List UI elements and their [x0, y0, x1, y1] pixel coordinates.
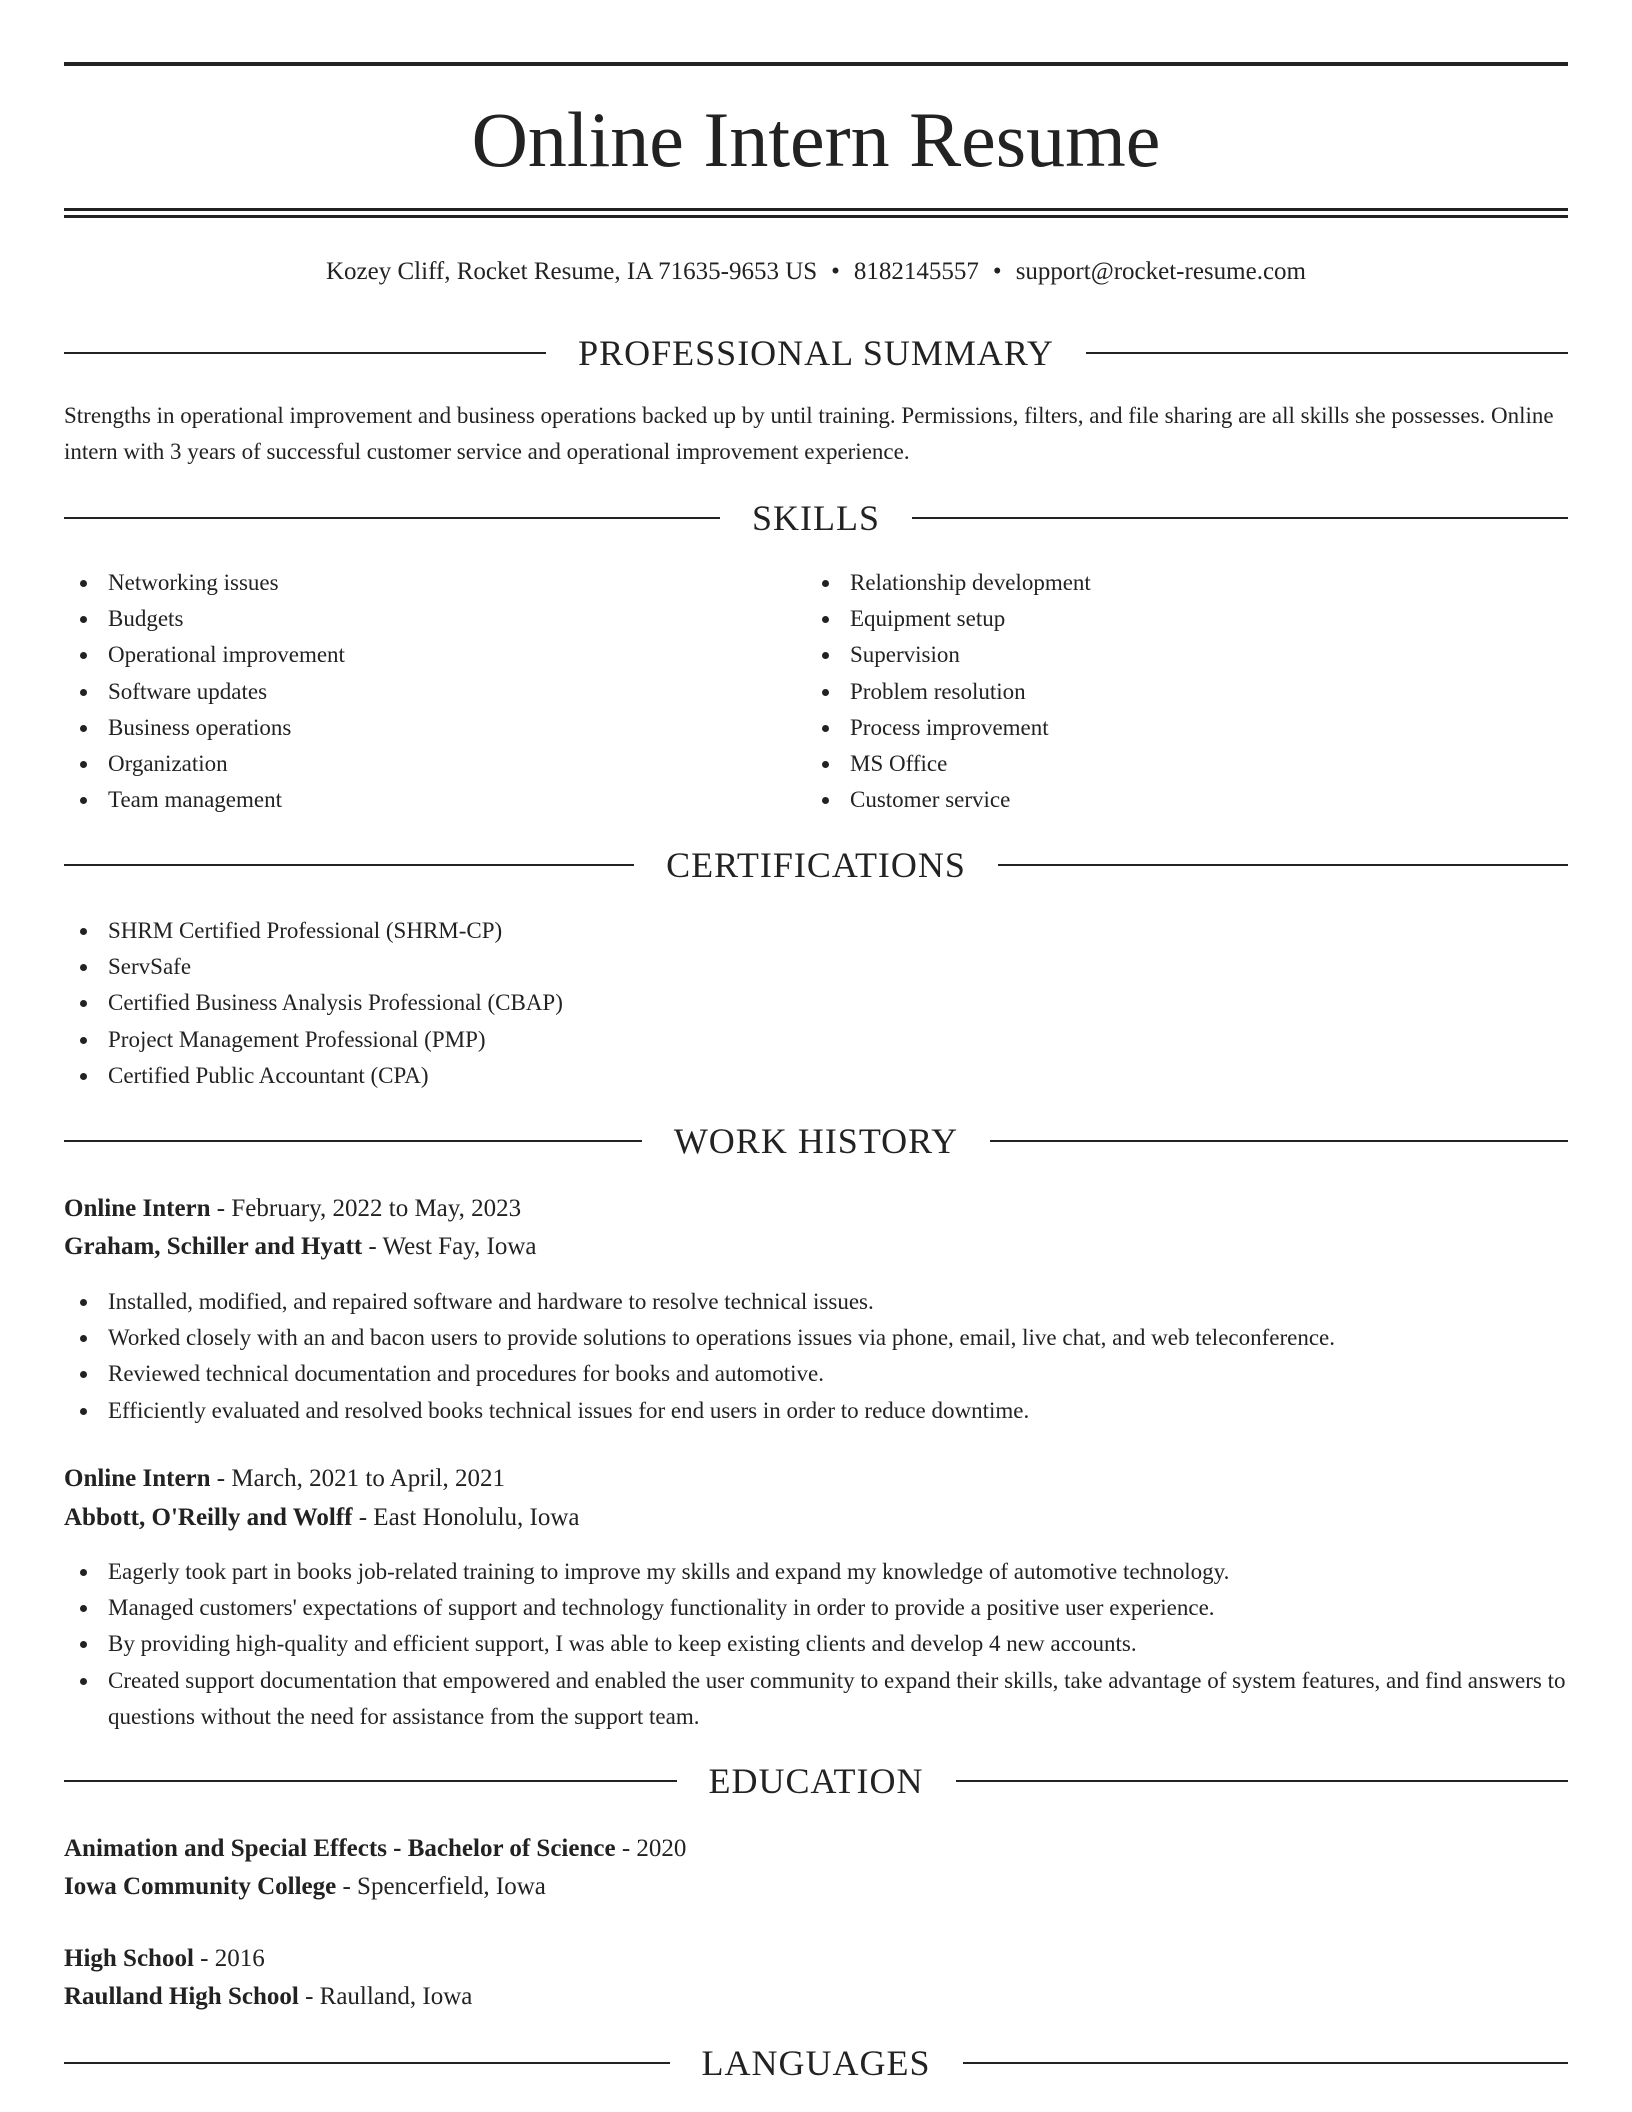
skill-item: Budgets — [64, 601, 804, 637]
section-heading-skills — [64, 495, 1568, 541]
heading-rule — [64, 1140, 642, 1142]
job-company-line — [64, 1499, 1568, 1537]
section-title: SKILLS — [752, 498, 881, 538]
certification-item: Project Management Professional (PMP) — [64, 1022, 1568, 1058]
job-title-line — [64, 1190, 1568, 1228]
title-double-rule — [64, 208, 1568, 218]
heading-rule — [998, 864, 1568, 866]
heading-rule — [990, 1140, 1568, 1142]
skill-item: Organization — [64, 746, 804, 782]
skill-item: Networking issues — [64, 565, 804, 601]
heading-rule — [956, 1780, 1569, 1782]
heading-rule — [64, 864, 634, 866]
heading-rule — [64, 517, 720, 519]
contact-phone: 8182145557 — [853, 258, 979, 285]
section-title: LANGUAGES — [701, 2043, 931, 2083]
section-heading-languages — [64, 2040, 1568, 2086]
education-location: - Raulland, Iowa — [298, 1983, 473, 2010]
education-degree-line — [64, 1830, 1568, 1868]
certification-item: Certified Business Analysis Professional (CBAP) — [64, 985, 1568, 1021]
skill-item: Software updates — [64, 674, 804, 710]
job-duty-item: By providing high-quality and efficient support, I was able to keep existing clients and develop 4 new accounts. — [64, 1626, 1568, 1662]
job-duty-item: Managed customers' expectations of support and technology functionality in order to provide a positive user experience. — [64, 1590, 1568, 1626]
heading-rule — [912, 517, 1568, 519]
skill-item: Problem resolution — [806, 674, 1546, 710]
skills-list-right — [806, 565, 1546, 818]
job-duty-item: Reviewed technical documentation and procedures for books and automotive. — [64, 1356, 1568, 1392]
section-title: WORK HISTORY — [673, 1121, 959, 1161]
heading-rule — [64, 352, 546, 354]
summary-text: Strengths in operational improvement and business operations backed up by until training. Permissions, filters, and file sharing are all skills she possesses. Online intern with 3 years of successful customer service and operational improvement experience. — [64, 403, 1554, 464]
contact-address: Kozey Cliff, Rocket Resume, IA 71635-9653 US — [326, 258, 818, 285]
job-company-line — [64, 1228, 1568, 1266]
job-duty-item: Efficiently evaluated and resolved books technical issues for end users in order to reduce downtime. — [64, 1393, 1568, 1429]
job-duty-item: Installed, modified, and repaired software and hardware to resolve technical issues. — [64, 1284, 1568, 1320]
heading-rule — [963, 2062, 1569, 2064]
job-location: - West Fay, Iowa — [362, 1233, 537, 1260]
contact-separator: • — [992, 258, 1002, 285]
heading-rule — [64, 1780, 677, 1782]
skill-item: Equipment setup — [806, 601, 1546, 637]
skills-list-left — [64, 565, 804, 818]
education-year: - 2016 — [193, 1945, 265, 1972]
skill-item: MS Office — [806, 746, 1546, 782]
certification-item: ServSafe — [64, 949, 1568, 985]
job-duty-item: Created support documentation that empowered and enabled the user community to expand their skills, take advantage of system features, and find answers to questions without the need for assistance from the support team. — [64, 1663, 1568, 1735]
skill-item: Customer service — [806, 782, 1546, 818]
section-title: CERTIFICATIONS — [666, 845, 966, 885]
education-location: - Spencerfield, Iowa — [336, 1873, 546, 1900]
education-degree-line — [64, 1940, 1568, 1978]
certifications-list — [64, 913, 1568, 1094]
job-title-line — [64, 1460, 1568, 1498]
job-dates: - February, 2022 to May, 2023 — [210, 1195, 522, 1222]
job-title: Online Intern — [64, 1195, 211, 1222]
certification-item: Certified Public Accountant (CPA) — [64, 1058, 1568, 1094]
certification-item: SHRM Certified Professional (SHRM-CP) — [64, 913, 1568, 949]
job-company: Abbott, O'Reilly and Wolff — [64, 1504, 353, 1531]
education-school: Iowa Community College — [64, 1873, 337, 1900]
job-dates: - March, 2021 to April, 2021 — [210, 1465, 505, 1492]
education-school-line — [64, 1978, 1568, 2016]
section-heading-education — [64, 1758, 1568, 1804]
skill-item: Process improvement — [806, 710, 1546, 746]
job-company: Graham, Schiller and Hyatt — [64, 1233, 363, 1260]
job-title: Online Intern — [64, 1465, 211, 1492]
job-location: - East Honolulu, Iowa — [352, 1504, 580, 1531]
contact-line — [64, 252, 1568, 292]
contact-email: support@rocket-resume.com — [1015, 258, 1306, 285]
section-title: EDUCATION — [708, 1761, 924, 1801]
job-duties-list — [64, 1284, 1568, 1429]
education-school-line — [64, 1868, 1568, 1906]
section-heading-work-history — [64, 1118, 1568, 1164]
resume-title: Online Intern Resume — [471, 96, 1161, 183]
top-rule — [64, 62, 1568, 66]
job-duty-item: Worked closely with an and bacon users to provide solutions to operations issues via phone, email, live chat, and web teleconference. — [64, 1320, 1568, 1356]
skill-item: Team management — [64, 782, 804, 818]
job-duty-item: Eagerly took part in books job-related training to improve my skills and expand my knowledge of automotive technology. — [64, 1554, 1568, 1590]
education-degree: Animation and Special Effects - Bachelor of Science — [64, 1835, 616, 1862]
section-title: PROFESSIONAL SUMMARY — [578, 333, 1054, 373]
contact-separator: • — [831, 258, 840, 285]
education-degree: High School — [64, 1945, 194, 1972]
skill-item: Business operations — [64, 710, 804, 746]
skill-item: Relationship development — [806, 565, 1546, 601]
heading-rule — [1086, 352, 1568, 354]
section-heading-certifications — [64, 842, 1568, 888]
education-school: Raulland High School — [64, 1983, 299, 2010]
job-duties-list — [64, 1554, 1568, 1735]
education-year: - 2020 — [615, 1835, 687, 1862]
skill-item: Operational improvement — [64, 637, 804, 673]
section-heading-summary — [64, 330, 1568, 376]
skill-item: Supervision — [806, 637, 1546, 673]
heading-rule — [64, 2062, 670, 2064]
